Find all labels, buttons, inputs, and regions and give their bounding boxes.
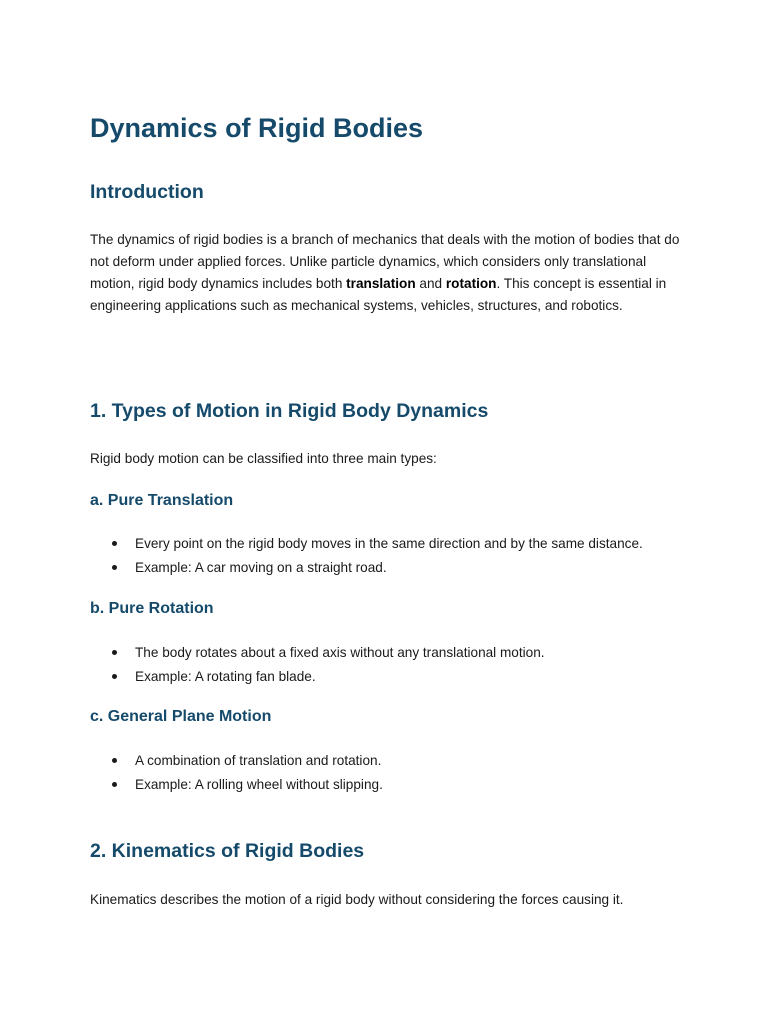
list-item-text: Example: A rolling wheel without slipping. — [135, 776, 383, 792]
bullet-icon — [112, 674, 117, 679]
list-pure-translation — [90, 532, 643, 579]
list-item — [90, 532, 643, 556]
intro-text-3: . This concept is essential in engineering applications such as mechanical systems, vehicles, structures, and robotics. — [90, 276, 667, 313]
intro-paragraph — [90, 229, 690, 317]
intro-bold-translation: translation — [346, 276, 416, 291]
list-item-text: The body rotates about a fixed axis without any translational motion. — [135, 645, 545, 660]
intro-text-2: and — [415, 276, 446, 291]
bullet-icon — [112, 650, 117, 655]
list-item — [90, 665, 545, 689]
list-item — [90, 749, 383, 773]
list-item-text: Example: A rotating fan blade. — [135, 668, 316, 684]
section-1-lead: Rigid body motion can be classified into three main types: — [90, 451, 437, 466]
heading-general-plane-motion: c. General Plane Motion — [90, 708, 272, 725]
list-item — [90, 556, 643, 580]
bullet-icon — [112, 758, 117, 763]
list-item-text: Example: A car moving on a straight road. — [135, 559, 387, 575]
page-title: Dynamics of Rigid Bodies — [90, 113, 424, 143]
list-item-text: A combination of translation and rotation. — [135, 753, 382, 768]
list-item — [90, 641, 545, 665]
intro-text-1: The dynamics of rigid bodies is a branch of mechanics that deals with the motion of bodies that do not deform under applied forces. Unlike particle dynamics, which considers only translational motion, rigid body dynamics includes both — [90, 232, 680, 291]
list-item-text: Every point on the rigid body moves in the same direction and by the same distance. — [135, 536, 643, 551]
bullet-icon — [112, 541, 117, 546]
list-item — [90, 773, 383, 797]
bullet-icon — [112, 782, 117, 787]
heading-section-2: 2. Kinematics of Rigid Bodies — [90, 840, 365, 862]
heading-introduction: Introduction — [90, 181, 204, 203]
list-general-plane-motion — [90, 749, 383, 796]
heading-pure-rotation: b. Pure Rotation — [90, 600, 214, 617]
section-2-lead: Kinematics describes the motion of a rigid body without considering the forces causing it. — [90, 892, 624, 907]
list-pure-rotation — [90, 641, 545, 688]
heading-pure-translation: a. Pure Translation — [90, 492, 234, 509]
heading-section-1: 1. Types of Motion in Rigid Body Dynamics — [90, 400, 489, 422]
intro-bold-rotation: rotation — [445, 276, 497, 291]
bullet-icon — [112, 565, 117, 570]
